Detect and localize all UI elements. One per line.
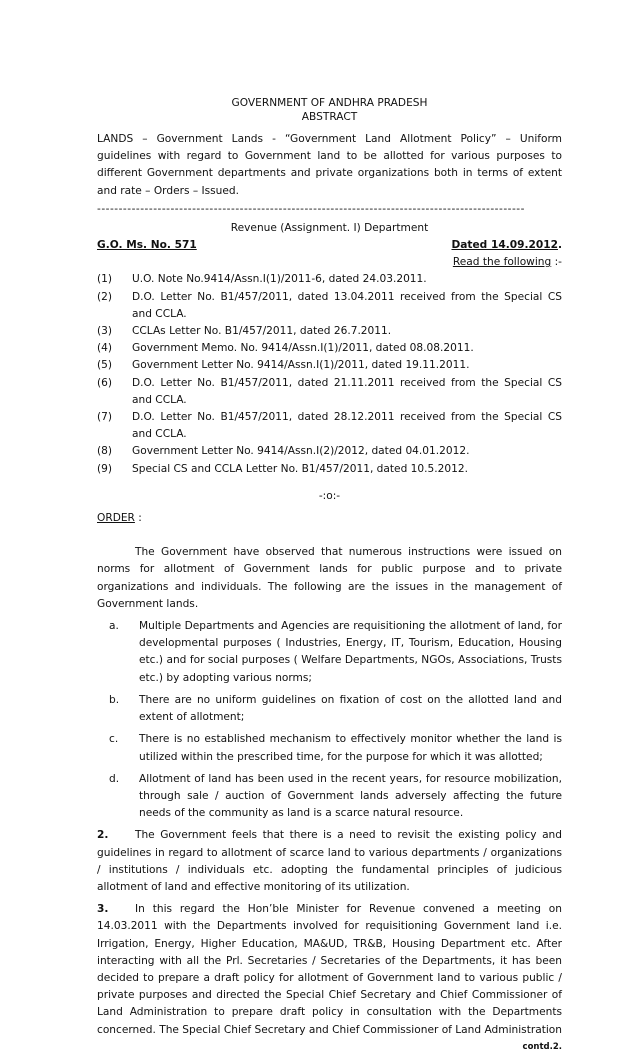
issue-letter: b. [109,693,120,706]
continued-marker: contd.2. [522,1041,562,1052]
reference-number: (9) [97,462,113,475]
reference-text: D.O. Letter No. B1/457/2011, dated 28.12.2011 received from the Special CS and CCLA. [132,411,562,441]
go-date-wrap: Dated 14.09.2012. [451,239,562,252]
reference-list [97,271,562,477]
issue-letter: c. [109,733,119,746]
issue-text: There is no established mechanism to effectively monitor whether the land is utilized within the prescribed time, for the purpose for which it was allotted; [139,733,562,763]
issues-list [97,618,562,822]
reference-text: D.O. Letter No. B1/457/2011, dated 21.11.2011 received from the Special CS and CCLA. [132,376,562,406]
reference-text: Government Memo. No. 9414/Assn.I(1)/2011, dated 08.08.2011. [132,342,474,355]
reference-number: (2) [97,290,113,303]
order-heading [97,510,562,527]
reference-text: Special CS and CCLA Letter No. B1/457/2011, dated 10.5.2012. [132,462,468,475]
order-suffix: : [134,512,142,525]
go-number: G.O. Ms. No. 571 [97,239,197,252]
read-suffix: :- [551,256,562,269]
go-date: Dated 14.09.2012 [451,239,558,252]
issue-item [97,692,562,726]
issue-letter: a. [109,620,119,633]
reference-number: (8) [97,445,113,458]
abstract-subject: LANDS – Government Lands - “Government Land Allotment Policy” – Uniform guidelines with regard to Government land to be allotted for various purposes to different Government departments and private organizations both in terms of extent and rate – Orders – Issued. [97,133,562,197]
issue-letter: d. [109,772,120,785]
reference-text: U.O. Note No.9414/Assn.I(1)/2011-6, dated 24.03.2011. [132,273,427,286]
reference-number: (5) [97,359,113,372]
reference-number: (1) [97,273,113,286]
document-page [97,96,562,1054]
reference-item [97,375,562,409]
reference-text: CCLAs Letter No. B1/457/2011, dated 26.7.2011. [132,325,392,338]
reference-item [97,409,562,443]
divider-line: --------------------------------------------------------------------------------------------------- [97,202,525,215]
paragraph-1: The Government have observed that numerous instructions were issued on norms for allotment of Government lands for public purpose and to private organizations and individuals. The following are the issues in the management of Government lands. [97,546,562,610]
department-name: Revenue (Assignment. I) Department [230,221,429,234]
reference-item [97,289,562,323]
reference-item [97,271,562,288]
reference-item [97,323,562,340]
issue-text: Allotment of land has been used in the recent years, for resource mobilization, through sale / auction of Government lands adversely affecting the future needs of the community as land is a scarce natural resource. [139,772,562,820]
go-number-row [97,237,562,254]
government-header: GOVERNMENT OF ANDHRA PRADESH [231,97,428,109]
reference-text: Government Letter No. 9414/Assn.I(2)/2012, dated 04.01.2012. [132,445,470,458]
reference-item [97,340,562,357]
reference-text: Government Letter No. 9414/Assn.I(1)/2011, dated 19.11.2011. [132,359,470,372]
paragraph-2 [97,827,562,896]
paragraph-2-text: The Government feels that there is a need to revisit the existing policy and guidelines in regard to allotment of scarce land to various departments / organizations / institutions / individuals etc. adopting the fundamental principles of judicious allotment of land and effective monitoring of its utilization. [97,829,562,893]
reference-item [97,443,562,460]
paragraph-2-number: 2. [97,829,109,842]
reference-item [97,357,562,374]
reference-number: (4) [97,342,113,355]
reference-number: (6) [97,376,113,389]
section-separator: -:o:- [318,489,341,502]
reference-number: (3) [97,325,113,338]
issue-text: Multiple Departments and Agencies are requisitioning the allotment of land, for developmental purposes ( Industries, Energy, IT, Tourism, Education, Housing etc.) and for social purposes ( Welfare Departments, NGOs, Associations, Trusts etc.) by adopting various norms; [139,620,562,684]
order-label: ORDER [97,512,135,525]
issue-item [97,771,562,823]
paragraph-3 [97,901,562,1039]
abstract-heading: ABSTRACT [301,111,358,123]
issue-item [97,731,562,765]
reference-item [97,461,562,478]
paragraph-3-number: 3. [97,903,109,916]
read-following [97,254,562,271]
issue-text: There are no uniform guidelines on fixation of cost on the allotted land and extent of allotment; [139,693,562,724]
paragraph-3-text: In this regard the Hon’ble Minister for Revenue convened a meeting on 14.03.2011 with the Departments involved for requisitioning Government land i.e. Irrigation, Energy, Higher Education, MA&UD, TR&B, Housing Department etc. After interacting with all the Prl. Secretaries / Secretaries of the Departments, it has been decided to prepare a draft policy for allotment of Government land to various public / private purposes and directed the Special Chief Secretary and Chief Commissioner of Land Administration to prepare draft policy in consultation with the Departments concerned. The Special Chief Secretary and Chief Commissioner of Land Administration [97,903,562,1036]
reference-number: (7) [97,411,113,424]
issue-item [97,618,562,687]
read-label: Read the following [452,256,552,269]
reference-text: D.O. Letter No. B1/457/2011, dated 13.04.2011 received from the Special CS and CCLA. [132,290,562,320]
